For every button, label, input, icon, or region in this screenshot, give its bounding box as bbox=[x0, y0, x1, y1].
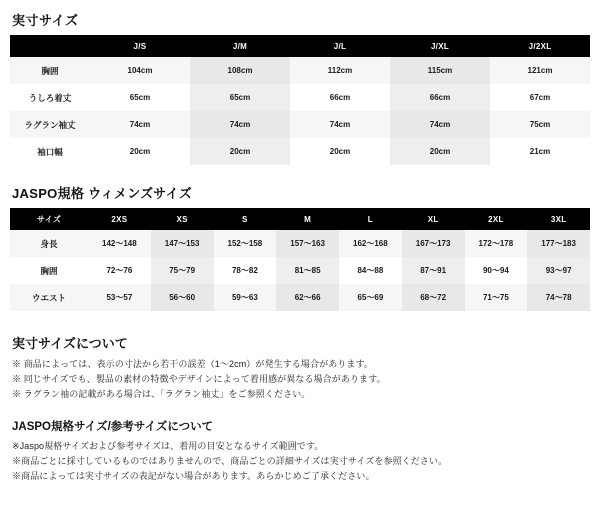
cell-cuffwidth-jm: 20cm bbox=[190, 138, 290, 165]
cell-bust-xl: 87〜91 bbox=[402, 257, 465, 284]
cell-chest-jxl: 115cm bbox=[390, 57, 490, 84]
cell-waist-xs: 56〜60 bbox=[151, 284, 214, 311]
cell-raglansleeve-js: 74cm bbox=[90, 111, 190, 138]
cell-raglansleeve-jxl: 74cm bbox=[390, 111, 490, 138]
actual-size-table bbox=[10, 35, 590, 165]
cell-bust-s: 78〜82 bbox=[214, 257, 277, 284]
cell-height-l: 162〜168 bbox=[339, 230, 402, 257]
table-header-cell-xl: XL bbox=[402, 208, 465, 230]
section-spacer bbox=[10, 402, 590, 414]
cell-cuffwidth-js: 20cm bbox=[90, 138, 190, 165]
table-row bbox=[10, 84, 590, 111]
note-line: ※商品ごとに採寸しているものではありませんので、商品ごとの詳細サイズは実寸サイズを参照ください。 bbox=[12, 456, 448, 466]
jaspo-table-head bbox=[10, 208, 590, 230]
cell-height-xl: 167〜173 bbox=[402, 230, 465, 257]
actual-size-notes-title: 実寸サイズについて bbox=[12, 336, 128, 351]
table-row bbox=[10, 284, 590, 311]
cell-height-s: 152〜158 bbox=[214, 230, 277, 257]
cell-cuffwidth-j2xl: 21cm bbox=[490, 138, 590, 165]
cell-waist-2xl: 71〜75 bbox=[465, 284, 528, 311]
table-header-cell-jm: J/M bbox=[190, 35, 290, 57]
table-header-cell-s: S bbox=[214, 208, 277, 230]
cell-waist-2xs: 53〜57 bbox=[88, 284, 151, 311]
table-header-cell-2xl: 2XL bbox=[465, 208, 528, 230]
size-chart-page bbox=[0, 10, 600, 532]
cell-backlength-jl: 66cm bbox=[290, 84, 390, 111]
cell-raglansleeve-jl: 74cm bbox=[290, 111, 390, 138]
actual-size-table-wrapper bbox=[10, 35, 590, 165]
cell-backlength-jm: 65cm bbox=[190, 84, 290, 111]
cell-chest-js: 104cm bbox=[90, 57, 190, 84]
row-label-height: 身長 bbox=[10, 230, 88, 257]
table-row bbox=[10, 111, 590, 138]
table-row bbox=[10, 257, 590, 284]
row-label-chest: 胸囲 bbox=[10, 57, 90, 84]
cell-chest-j2xl: 121cm bbox=[490, 57, 590, 84]
table-header-cell-2xs: 2XS bbox=[88, 208, 151, 230]
cell-bust-l: 84〜88 bbox=[339, 257, 402, 284]
table-row bbox=[10, 57, 590, 84]
cell-waist-xl: 68〜72 bbox=[402, 284, 465, 311]
cell-cuffwidth-jxl: 20cm bbox=[390, 138, 490, 165]
cell-backlength-jxl: 66cm bbox=[390, 84, 490, 111]
cell-height-2xs: 142〜148 bbox=[88, 230, 151, 257]
cell-bust-2xs: 72〜76 bbox=[88, 257, 151, 284]
cell-height-3xl: 177〜183 bbox=[527, 230, 590, 257]
cell-waist-s: 59〜63 bbox=[214, 284, 277, 311]
table-header-row bbox=[10, 35, 590, 57]
jaspo-table-body bbox=[10, 230, 590, 311]
note-line: ※ 商品によっては、表示の寸法から若干の誤差（1〜2cm）が発生する場合があります。 bbox=[12, 359, 373, 369]
cell-waist-3xl: 74〜78 bbox=[527, 284, 590, 311]
cell-raglansleeve-jm: 74cm bbox=[190, 111, 290, 138]
actual-size-table-body bbox=[10, 57, 590, 165]
cell-height-2xl: 172〜178 bbox=[465, 230, 528, 257]
actual-size-table-head bbox=[10, 35, 590, 57]
cell-waist-l: 65〜69 bbox=[339, 284, 402, 311]
cell-waist-m: 62〜66 bbox=[276, 284, 339, 311]
table-header-cell-jxl: J/XL bbox=[390, 35, 490, 57]
cell-bust-2xl: 90〜94 bbox=[465, 257, 528, 284]
table-header-row bbox=[10, 208, 590, 230]
cell-height-m: 157〜163 bbox=[276, 230, 339, 257]
jaspo-size-table bbox=[10, 208, 590, 311]
actual-size-heading: 実寸サイズ bbox=[12, 13, 79, 28]
row-label-raglansleeve: ラグラン袖丈 bbox=[10, 111, 90, 138]
row-label-cuffwidth: 袖口幅 bbox=[10, 138, 90, 165]
row-label-bust: 胸囲 bbox=[10, 257, 88, 284]
jaspo-heading: JASPO規格 ウィメンズサイズ bbox=[12, 186, 193, 201]
note-line: ※ 同じサイズでも、製品の素材の特徴やデザインによって着用感が異なる場合があります。 bbox=[12, 374, 386, 384]
table-header-cell-l: L bbox=[339, 208, 402, 230]
table-header-cell-3xl: 3XL bbox=[527, 208, 590, 230]
cell-backlength-j2xl: 67cm bbox=[490, 84, 590, 111]
row-label-backlength: うしろ着丈 bbox=[10, 84, 90, 111]
table-row bbox=[10, 138, 590, 165]
cell-chest-jl: 112cm bbox=[290, 57, 390, 84]
cell-cuffwidth-jl: 20cm bbox=[290, 138, 390, 165]
table-header-cell-size: サイズ bbox=[10, 208, 88, 230]
table-header-cell-j2xl: J/2XL bbox=[490, 35, 590, 57]
note-line: ※商品によっては実寸サイズの表記がない場合があります。あらかじめご了承ください。 bbox=[12, 471, 375, 481]
jaspo-notes bbox=[12, 418, 590, 484]
jaspo-notes-title: JASPO規格サイズ/参考サイズについて bbox=[12, 421, 214, 433]
row-label-waist: ウエスト bbox=[10, 284, 88, 311]
table-header-cell-m: M bbox=[276, 208, 339, 230]
table-header-cell-corner bbox=[10, 35, 90, 57]
table-row bbox=[10, 230, 590, 257]
cell-bust-m: 81〜85 bbox=[276, 257, 339, 284]
note-line: ※ ラグラン袖の記載がある場合は、「ラグラン袖丈」をご参照ください。 bbox=[12, 389, 311, 399]
table-header-cell-xs: XS bbox=[151, 208, 214, 230]
cell-chest-jm: 108cm bbox=[190, 57, 290, 84]
table-header-cell-jl: J/L bbox=[290, 35, 390, 57]
cell-backlength-js: 65cm bbox=[90, 84, 190, 111]
cell-bust-xs: 75〜79 bbox=[151, 257, 214, 284]
cell-height-xs: 147〜153 bbox=[151, 230, 214, 257]
table-header-cell-js: J/S bbox=[90, 35, 190, 57]
section-spacer bbox=[10, 165, 590, 183]
actual-size-notes bbox=[12, 333, 590, 402]
jaspo-table-wrapper bbox=[10, 208, 590, 311]
cell-bust-3xl: 93〜97 bbox=[527, 257, 590, 284]
section-spacer bbox=[10, 311, 590, 329]
note-line: ※Jaspo規格サイズおよび参考サイズは、着用の目安となるサイズ範囲です。 bbox=[12, 441, 324, 451]
cell-raglansleeve-j2xl: 75cm bbox=[490, 111, 590, 138]
